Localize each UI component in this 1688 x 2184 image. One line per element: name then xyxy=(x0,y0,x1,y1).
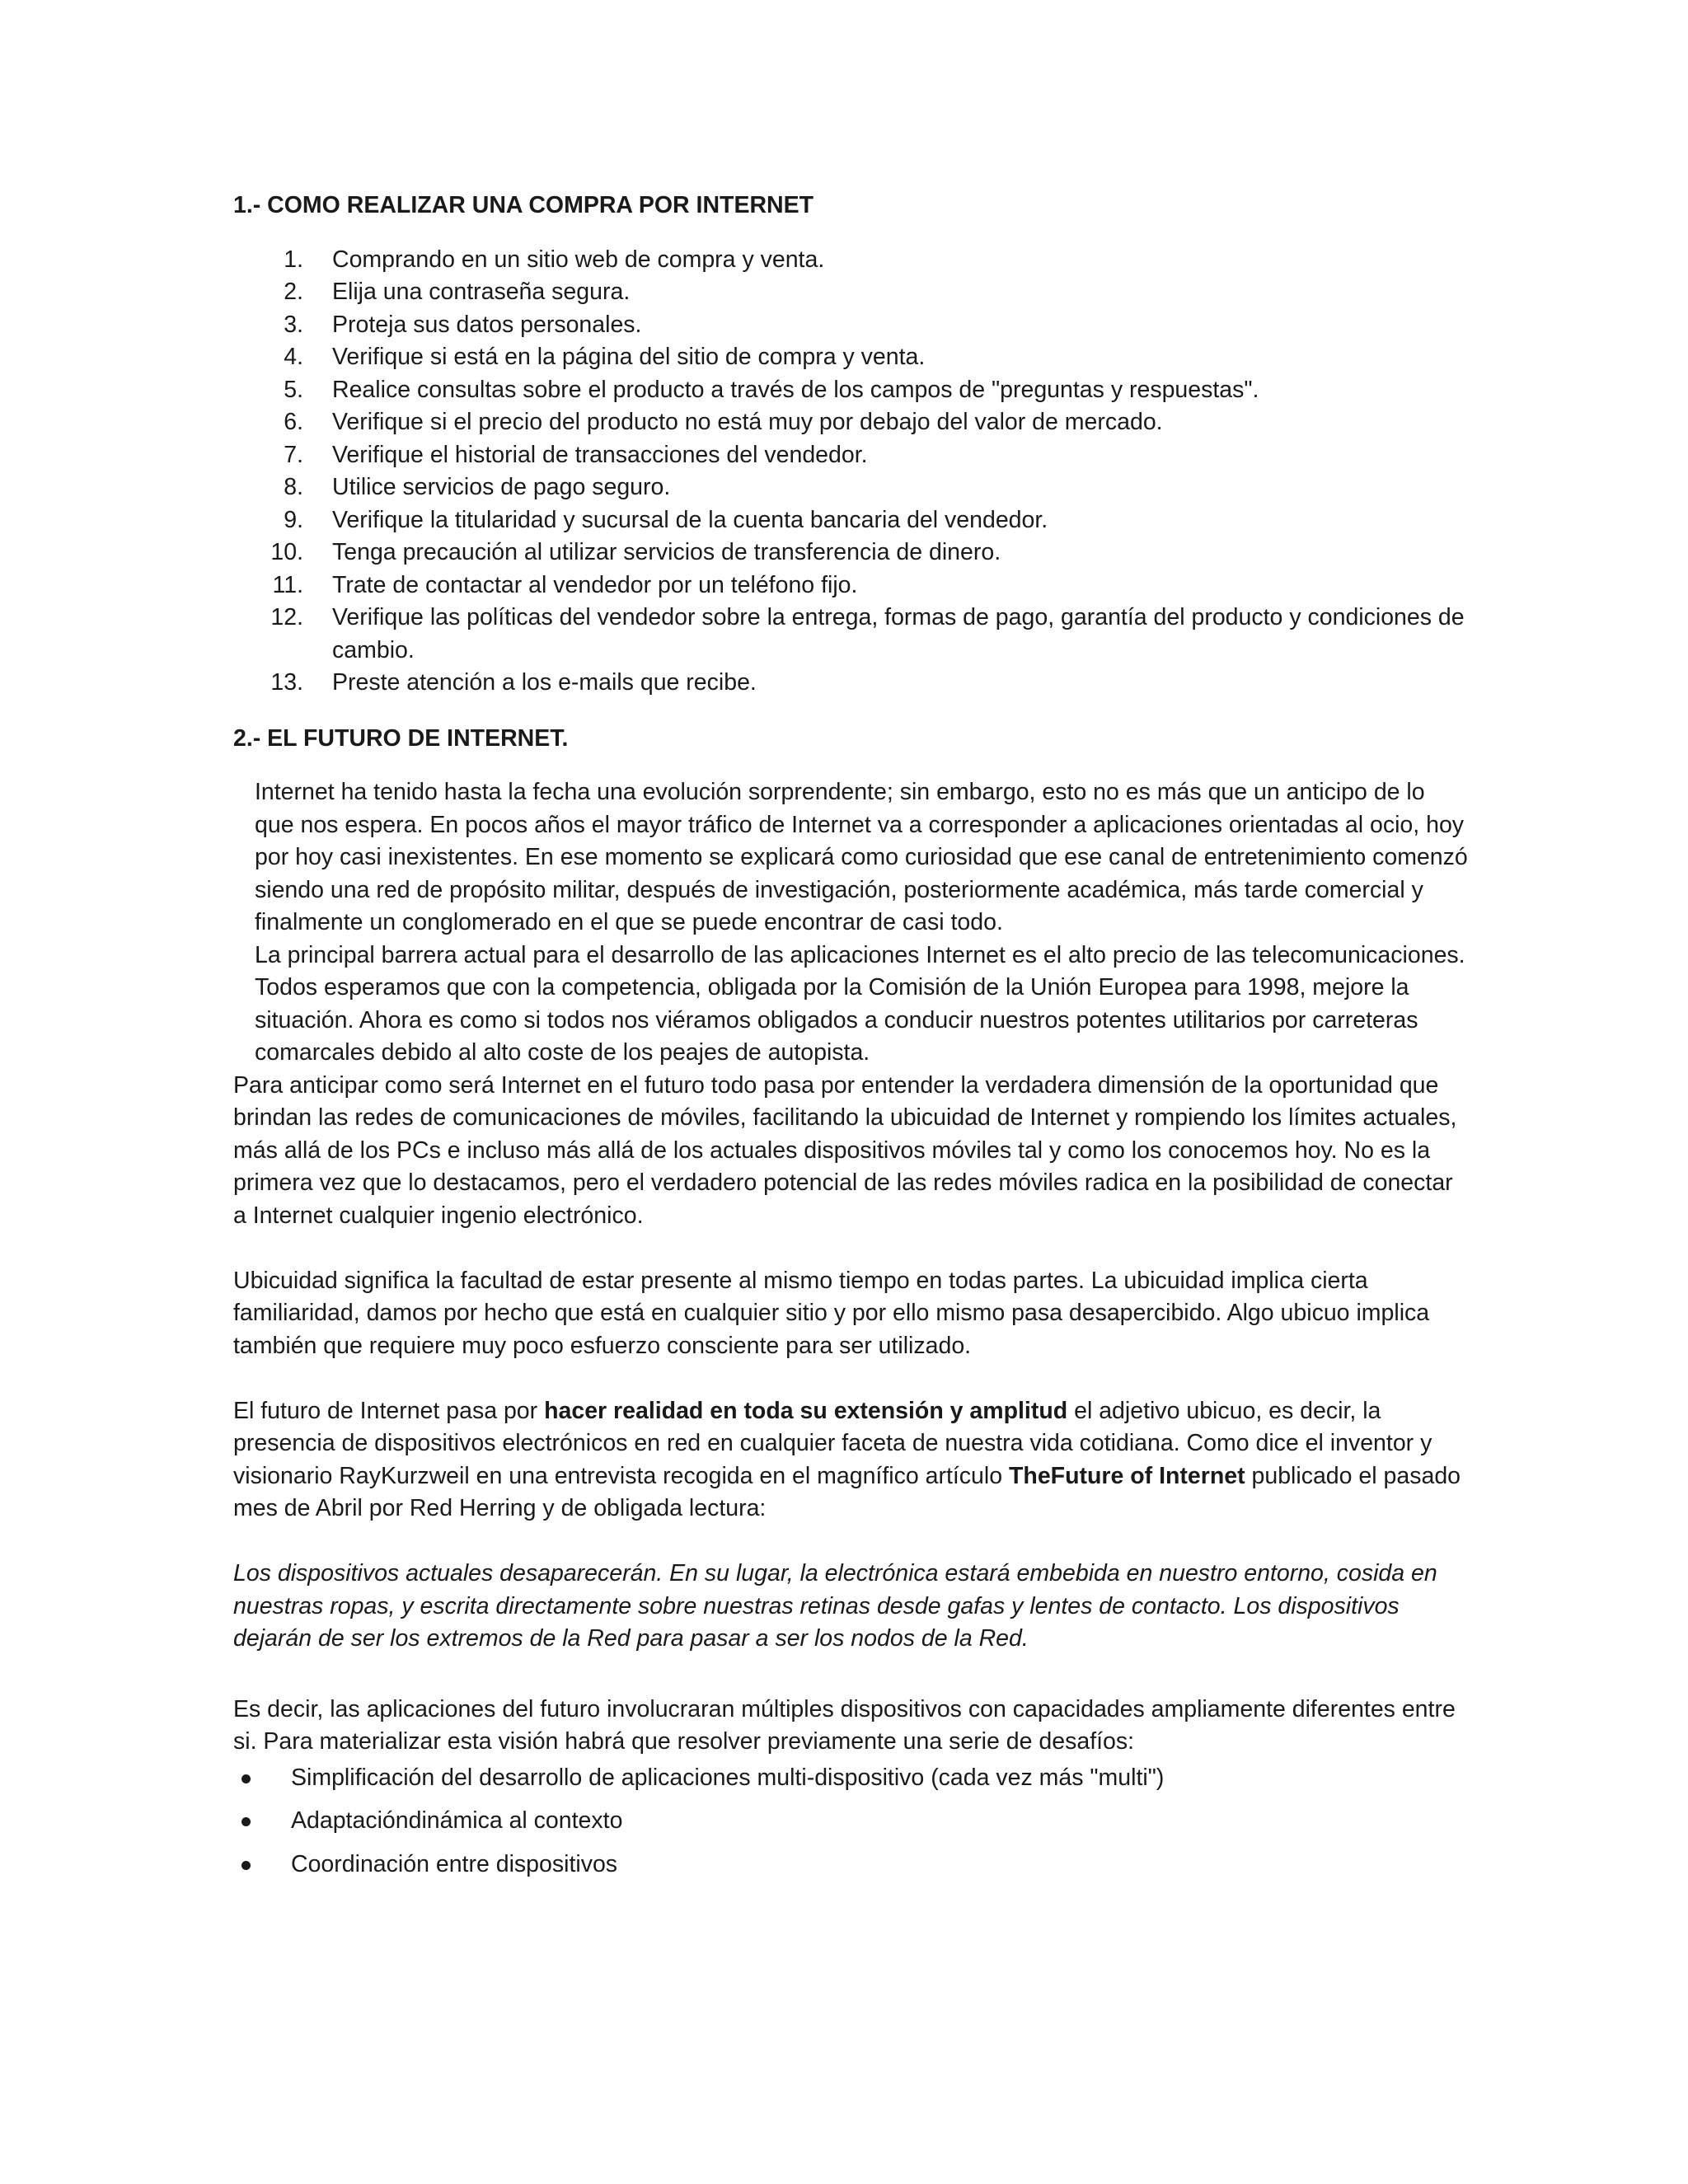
paragraph-with-bold xyxy=(233,1395,1470,1526)
list-number: 8. xyxy=(284,474,303,500)
list-item xyxy=(233,471,1470,504)
text-run: El futuro de Internet pasa por xyxy=(233,1397,545,1424)
bullet-icon xyxy=(241,1774,251,1783)
list-number: 6. xyxy=(284,409,303,435)
list-item xyxy=(233,374,1470,407)
list-number: 9. xyxy=(284,506,303,533)
list-item xyxy=(233,439,1470,472)
italic-quote: Los dispositivos actuales desaparecerán. En su lugar, la electrónica estará embebida en nuestro entorno, cosida en nuestras ropas, y escrita directamente sobre nuestras retinas desde gafas y lentes de contacto. Los dispositivos dejarán de ser los extremos de la Red para pasar a ser los nodos de la Red. xyxy=(233,1560,1437,1652)
paragraph: Es decir, las aplicaciones del futuro involucraran múltiples dispositivos con capacidades ampliamente diferentes entre si. Para materializar esta visión habrá que resolver previamente una serie de desafíos: xyxy=(233,1695,1456,1755)
text-run: el adjetivo ubicuo, es decir, la presencia de dispositivos electrónicos en red en cualquier faceta de nuestra vida cotidiana. Como dice el inventor y visionario RayKurzweil en una entrevista recogida en el magnífico artículo xyxy=(233,1397,1432,1489)
section-2 xyxy=(233,723,1470,1882)
paragraph: Para anticipar como será Internet en el futuro todo pasa por entender la verdadera dimensión de la oportunidad que brindan las redes de comunicaciones de móviles, facilitando la ubicuidad de Internet y rompiendo los límites actuales, más allá de los PCs e incluso más allá de los actuales dispositivos móviles tal y como los conocemos hoy. No es la primera vez que lo destacamos, pero el verdadero potencial de las redes móviles radica en la posibilidad de conectar a Internet cualquier ingenio electrónico. xyxy=(233,1071,1457,1229)
list-item-text: Verifique las políticas del vendedor sobre la entrega, formas de pago, garantía del producto y condiciones de cambio. xyxy=(332,604,1465,663)
section-1-heading: 1.- COMO REALIZAR UNA COMPRA POR INTERNET xyxy=(233,192,814,218)
list-item-text: Verifique el historial de transacciones del vendedor. xyxy=(332,441,868,468)
list-item-text: Utilice servicios de pago seguro. xyxy=(332,474,671,500)
bullet-item xyxy=(233,1805,1470,1838)
list-item xyxy=(233,569,1470,602)
list-number: 1. xyxy=(284,246,303,273)
purchase-steps-list xyxy=(233,244,1470,700)
list-item xyxy=(233,537,1470,569)
bullet-text: Simplificación del desarrollo de aplicaciones multi-dispositivo (cada vez más "multi") xyxy=(291,1764,1165,1791)
list-number: 13. xyxy=(270,669,303,696)
list-item-text: Realice consultas sobre el producto a través de los campos de "preguntas y respuestas". xyxy=(332,376,1259,403)
list-item-text: Proteja sus datos personales. xyxy=(332,311,642,338)
bullet-text: Adaptacióndinámica al contexto xyxy=(291,1807,623,1834)
list-number: 10. xyxy=(270,539,303,565)
list-item xyxy=(233,504,1470,537)
list-item-text: Trate de contactar al vendedor por un teléfono fijo. xyxy=(332,571,858,598)
bold-text: TheFuture of Internet xyxy=(1009,1462,1245,1489)
section-2-heading: 2.- EL FUTURO DE INTERNET. xyxy=(233,724,569,752)
bullet-icon xyxy=(241,1817,251,1826)
list-number: 2. xyxy=(284,279,303,305)
list-item-text: Elija una contraseña segura. xyxy=(332,279,631,305)
list-item xyxy=(233,667,1470,700)
list-item xyxy=(233,244,1470,277)
list-item-text: Verifique si está en la página del sitio de compra y venta. xyxy=(332,344,926,370)
list-item xyxy=(233,341,1470,374)
list-item-text: Tenga precaución al utilizar servicios de transferencia de dinero. xyxy=(332,539,1001,565)
paragraph: Ubicuidad significa la facultad de estar presente al mismo tiempo en todas partes. La ubicuidad implica cierta familiaridad, damos por hecho que está en cualquier sitio y por ello mismo pasa desapercibido. Algo ubicuo implica también que requiere muy poco esfuerzo consciente para ser utilizado. xyxy=(233,1267,1430,1359)
list-number: 11. xyxy=(272,571,303,598)
bullet-text: Coordinación entre dispositivos xyxy=(291,1850,618,1877)
text-run: publicado el pasado mes de Abril por Red Herring y de obligada lectura: xyxy=(233,1462,1461,1521)
list-item-text: Verifique la titularidad y sucursal de la cuenta bancaria del vendedor. xyxy=(332,506,1048,533)
document-body xyxy=(233,190,1470,1891)
list-item xyxy=(233,309,1470,342)
bullet-icon xyxy=(241,1861,251,1870)
list-item xyxy=(233,602,1470,667)
list-number: 5. xyxy=(284,376,303,403)
list-number: 4. xyxy=(284,344,303,370)
list-item-text: Preste atención a los e-mails que recibe. xyxy=(332,669,757,696)
bullet-item xyxy=(233,1849,1470,1882)
paragraph: Internet ha tenido hasta la fecha una evolución sorprendente; sin embargo, esto no es más que un anticipo de lo que nos espera. En pocos años el mayor tráfico de Internet va a corresponder a aplicaciones orientadas al ocio, hoy por hoy casi inexistentes. En ese momento se explicará como curiosidad que ese canal de entretenimiento comenzó siendo una red de propósito militar, después de investigación, posteriormente académica, más tarde comercial y finalmente un conglomerado en el que se puede encontrar de casi todo. xyxy=(255,779,1468,935)
bold-text: hacer realidad en toda su extensión y amplitud xyxy=(544,1397,1068,1424)
list-item xyxy=(233,276,1470,309)
paragraph: La principal barrera actual para el desarrollo de las aplicaciones Internet es el alto precio de las telecomunicaciones. Todos esperamos que con la competencia, obligada por la Comisión de la Unión Europea para 1998, mejore la situación. Ahora es como si todos nos viéramos obligados a conducir nuestros potentes utilitarios por carreteras comarcales debido al alto coste de los peajes de autopista. xyxy=(255,941,1465,1066)
list-item xyxy=(233,406,1470,439)
list-item-text: Comprando en un sitio web de compra y venta. xyxy=(332,246,825,273)
bullet-item xyxy=(233,1762,1470,1795)
list-number: 12. xyxy=(270,604,303,630)
list-number: 7. xyxy=(284,441,303,468)
list-number: 3. xyxy=(284,311,303,338)
list-item-text: Verifique si el precio del producto no está muy por debajo del valor de mercado. xyxy=(332,409,1163,435)
indented-block xyxy=(233,776,1470,1070)
challenges-list xyxy=(233,1762,1470,1882)
